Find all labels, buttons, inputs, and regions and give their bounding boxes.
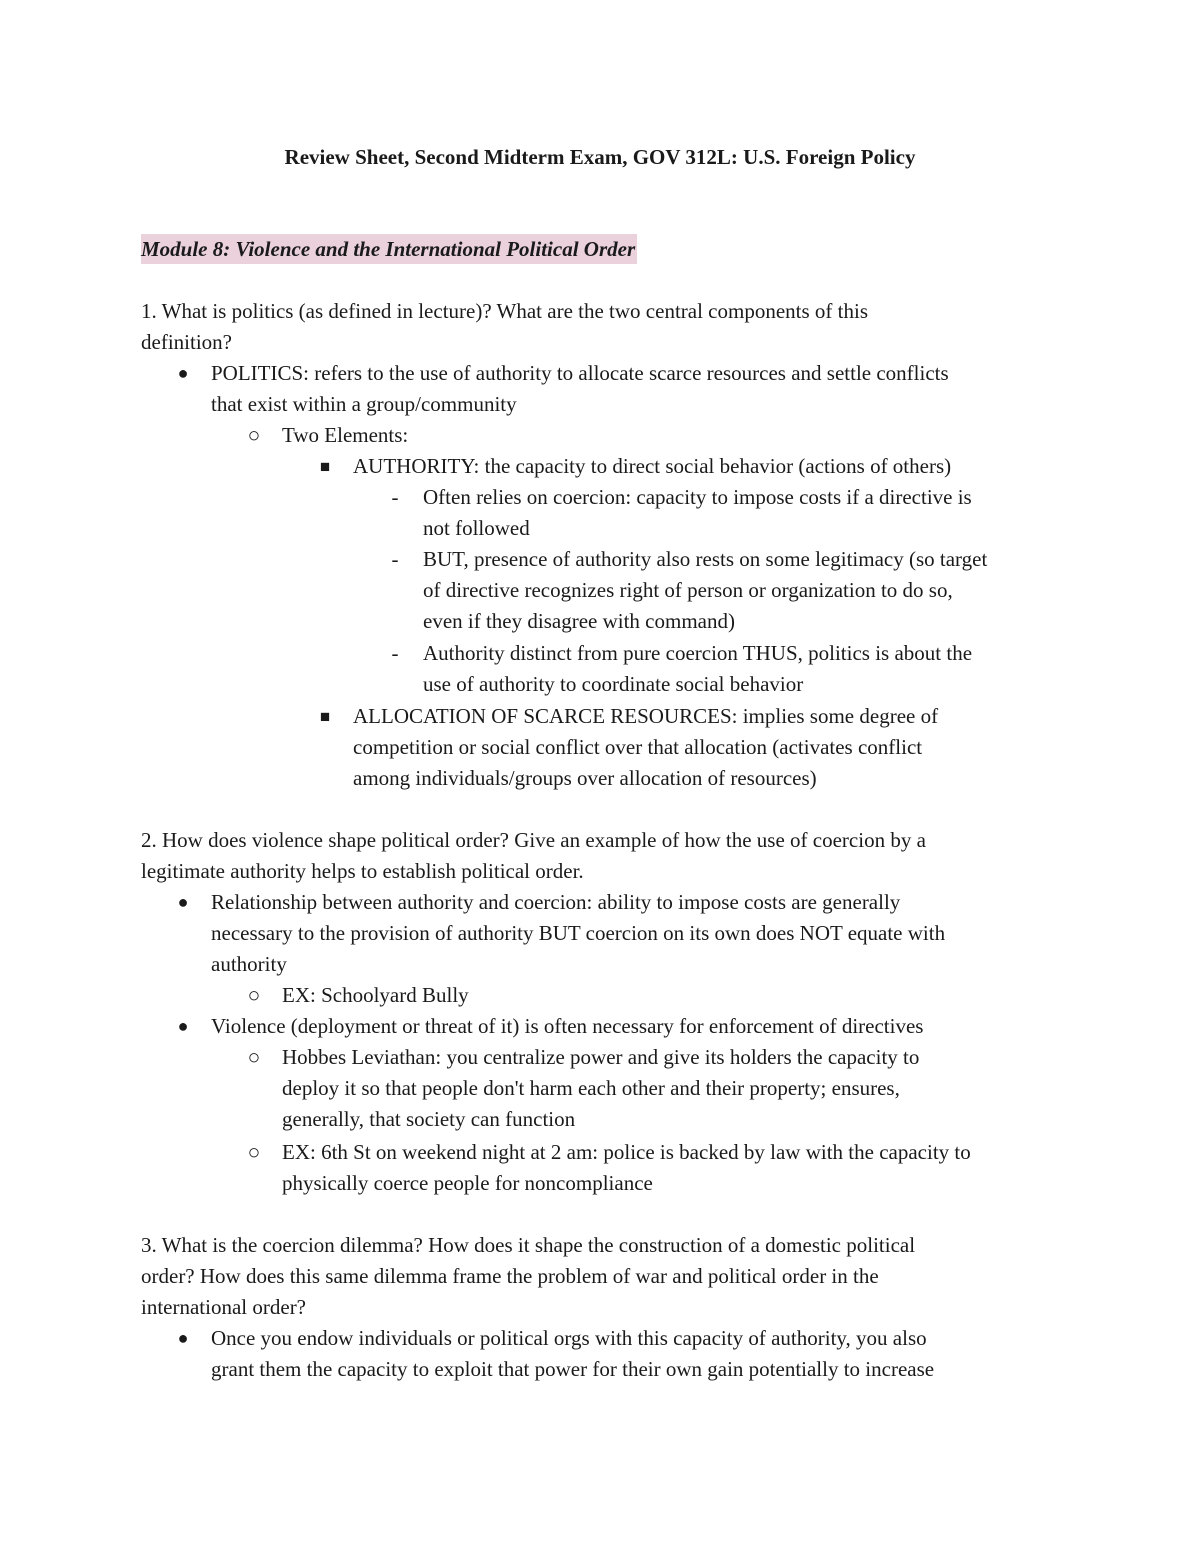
question-3-text: order? How does this same dilemma frame the problem of war and political order in the	[141, 1264, 879, 1288]
module-heading: Module 8: Violence and the International Political Order	[141, 234, 637, 264]
bullet-icon: ●	[177, 1328, 189, 1348]
bullet-icon: ●	[177, 892, 189, 912]
list-item: physically coerce people for noncompliance	[282, 1171, 653, 1195]
list-item: necessary to the provision of authority BUT coercion on its own does NOT equate with	[211, 921, 946, 945]
list-item: Two Elements:	[282, 423, 409, 447]
list-item: Relationship between authority and coercion: ability to impose costs are generally	[211, 890, 901, 914]
list-item: use of authority to coordinate social behavior	[423, 672, 804, 696]
page-title: Review Sheet, Second Midterm Exam, GOV 312L: U.S. Foreign Policy	[284, 145, 916, 169]
circle-bullet-icon: ○	[247, 983, 261, 1007]
list-item: Often relies on coercion: capacity to impose costs if a directive is	[423, 485, 972, 509]
dash-bullet-icon: -	[391, 547, 399, 571]
list-item: deploy it so that people don't harm each other and their property; ensures,	[282, 1076, 900, 1100]
bullet-icon: ●	[177, 363, 189, 383]
dash-bullet-icon: -	[391, 641, 399, 665]
square-bullet-icon: ■	[319, 457, 331, 476]
list-item: EX: 6th St on weekend night at 2 am: police is backed by law with the capacity to	[282, 1140, 971, 1164]
list-item: not followed	[423, 516, 530, 540]
circle-bullet-icon: ○	[247, 1045, 261, 1069]
question-3-text: international order?	[141, 1295, 307, 1319]
list-item: BUT, presence of authority also rests on some legitimacy (so target	[423, 547, 988, 571]
list-item: authority	[211, 952, 287, 976]
list-item: of directive recognizes right of person or organization to do so,	[423, 578, 953, 602]
list-item: among individuals/groups over allocation of resources)	[353, 766, 817, 790]
circle-bullet-icon: ○	[247, 423, 261, 447]
question-1-text: definition?	[141, 330, 232, 354]
list-item: generally, that society can function	[282, 1107, 576, 1131]
list-item: Authority distinct from pure coercion THUS, politics is about the	[423, 641, 973, 665]
list-item: Once you endow individuals or political orgs with this capacity of authority, you also	[211, 1326, 927, 1350]
list-item: Hobbes Leviathan: you centralize power and give its holders the capacity to	[282, 1045, 920, 1069]
question-1-text: 1. What is politics (as defined in lecture)? What are the two central components of this	[141, 299, 868, 323]
circle-bullet-icon: ○	[247, 1140, 261, 1164]
bullet-icon: ●	[177, 1016, 189, 1036]
square-bullet-icon: ■	[319, 707, 331, 726]
list-item: Violence (deployment or threat of it) is often necessary for enforcement of directives	[211, 1014, 924, 1038]
list-item: grant them the capacity to exploit that power for their own gain potentially to increase	[211, 1357, 935, 1381]
list-item: AUTHORITY: the capacity to direct social behavior (actions of others)	[353, 454, 952, 478]
list-item: even if they disagree with command)	[423, 609, 735, 633]
question-3-text: 3. What is the coercion dilemma? How does it shape the construction of a domestic political	[141, 1233, 916, 1257]
list-item: competition or social conflict over that allocation (activates conflict	[353, 735, 923, 759]
list-item: EX: Schoolyard Bully	[282, 983, 469, 1007]
dash-bullet-icon: -	[391, 485, 399, 509]
question-2-text: legitimate authority helps to establish political order.	[141, 859, 584, 883]
list-item: ALLOCATION OF SCARCE RESOURCES: implies some degree of	[353, 704, 939, 728]
list-item: POLITICS: refers to the use of authority to allocate scarce resources and settle conflicts	[211, 361, 949, 385]
question-2-text: 2. How does violence shape political order? Give an example of how the use of coercion by a	[141, 828, 926, 852]
list-item: that exist within a group/community	[211, 392, 517, 416]
